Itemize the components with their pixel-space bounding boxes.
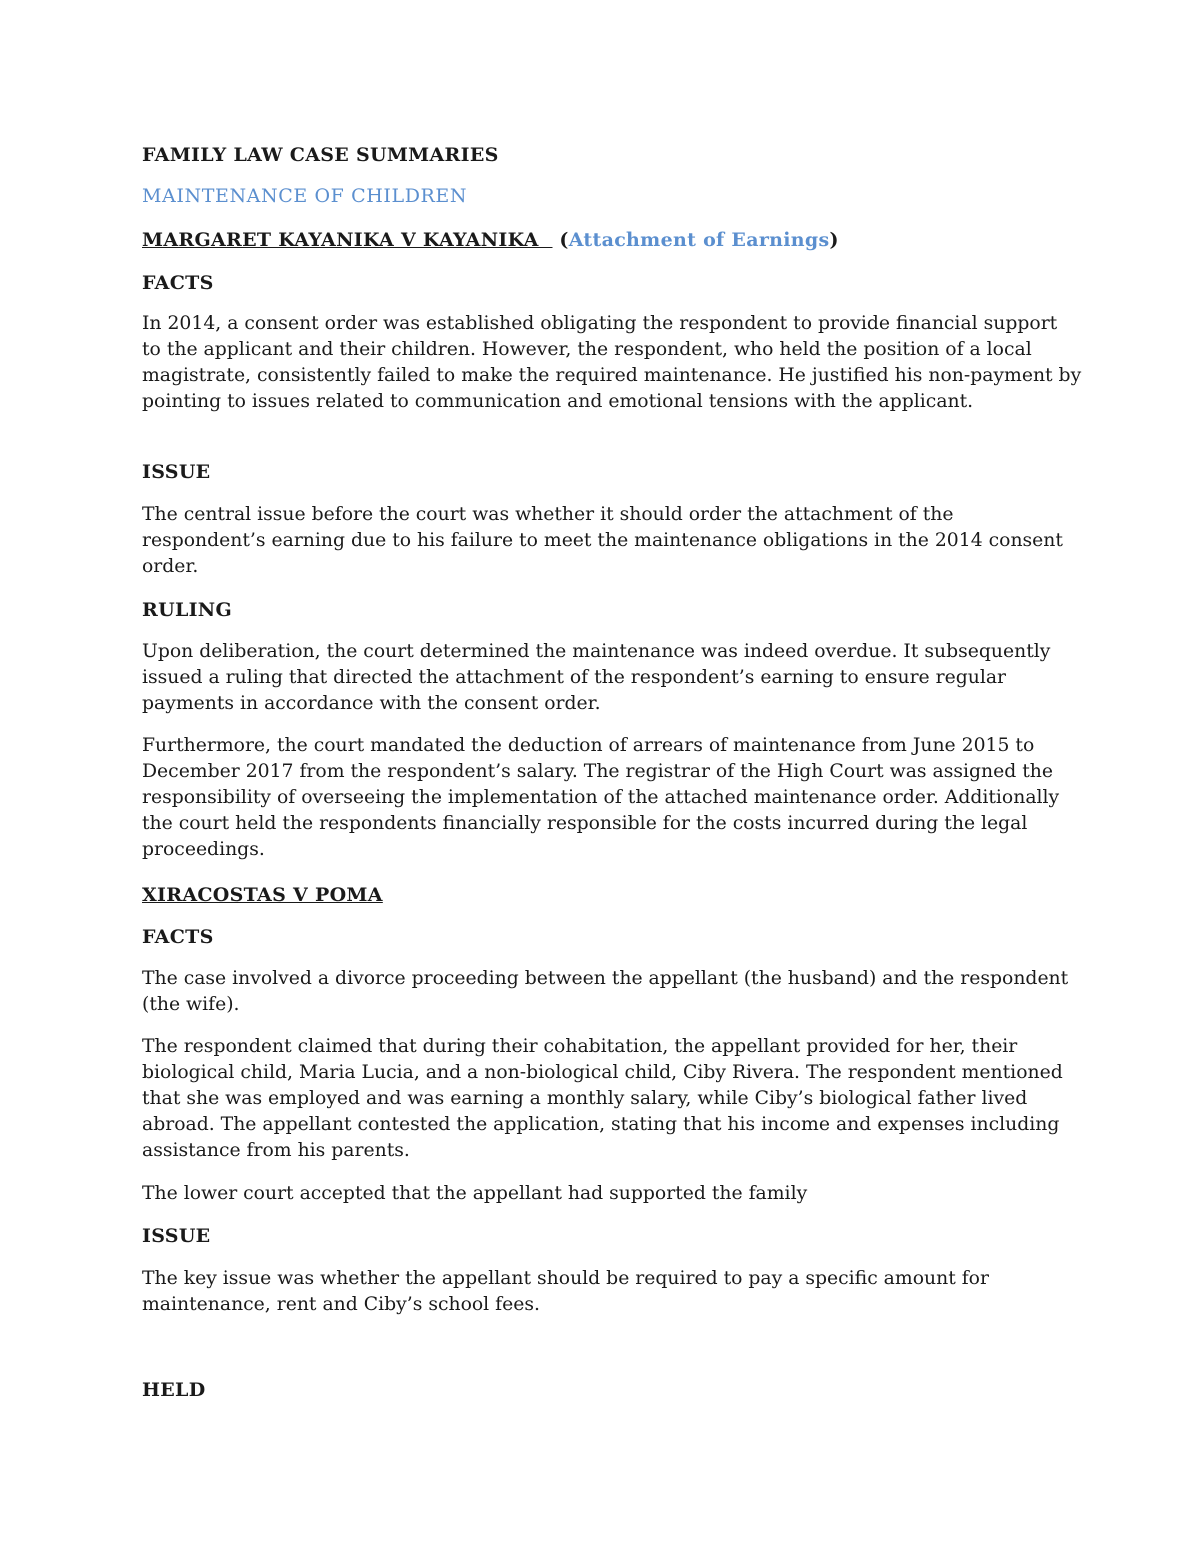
issue-paragraph: The central issue before the court was whether it should order the attachment of the respondent’s earning due to his failure to meet the maintenance obligations in the 2014 consent order. <box>142 504 1063 577</box>
facts-paragraph: The lower court accepted that the appellant had supported the family <box>142 1183 808 1204</box>
case-subtitle: Attachment of Earnings <box>568 229 830 251</box>
ruling-paragraph: Furthermore, the court mandated the deduction of arrears of maintenance from June 2015 to December 2017 from the respondent’s salary. The registrar of the High Court was assigned the responsibility of overseeing the implementation of the attached maintenance order. Additionally the court held the respondents financially responsible for the costs incurred during the legal proceedings. <box>142 735 1060 860</box>
held-heading: HELD <box>142 1379 206 1401</box>
case-name: MARGARET KAYANIKA V KAYANIKA <box>142 229 553 251</box>
facts-heading: FACTS <box>142 272 214 294</box>
issue-paragraph: The key issue was whether the appellant should be required to pay a specific amount for maintenance, rent and Ciby’s school fees. <box>142 1268 989 1315</box>
case-heading-xiracostas: XIRACOSTAS V POMA <box>142 884 383 906</box>
paren-close: ) <box>829 229 839 251</box>
ruling-paragraph: Upon deliberation, the court determined the maintenance was indeed overdue. It subsequently issued a ruling that directed the attachment of the respondent’s earning to ensure regular payments in accordance with the consent order. <box>142 641 1051 714</box>
facts-paragraph: The respondent claimed that during their cohabitation, the appellant provided for her, their biological child, Maria Lucia, and a non-biological child, Ciby Rivera. The respondent mentioned that she was employed and was earning a monthly salary, while Ciby’s biological father lived abroad. The appellant contested the application, stating that his income and expenses including assistance from his parents. <box>142 1036 1063 1161</box>
issue-heading: ISSUE <box>142 1225 211 1247</box>
document-title: FAMILY LAW CASE SUMMARIES <box>142 144 499 166</box>
facts-paragraph: The case involved a divorce proceeding between the appellant (the husband) and the respondent (the wife). <box>142 968 1069 1015</box>
section-heading: MAINTENANCE OF CHILDREN <box>142 185 468 207</box>
ruling-heading: RULING <box>142 599 232 621</box>
facts-heading: FACTS <box>142 926 214 948</box>
paren-open: ( <box>552 229 569 251</box>
facts-paragraph: In 2014, a consent order was established obligating the respondent to provide financial support to the applicant and their children. However, the respondent, who held the position of a local magistrate, consistently failed to make the required maintenance. He justified his non-payment by pointing to issues related to communication and emotional tensions with the applicant. <box>142 313 1082 412</box>
case-heading-kayanika <box>142 229 839 251</box>
issue-heading: ISSUE <box>142 461 211 483</box>
